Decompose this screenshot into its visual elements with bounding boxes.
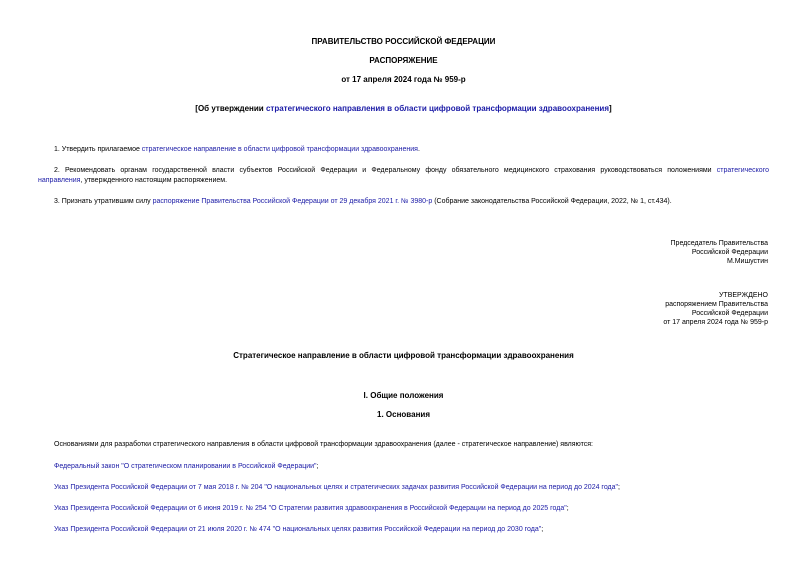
clause-2-line-2: [38, 176, 769, 185]
basis-item: [54, 525, 769, 534]
approval-by: распоряжением Правительства: [665, 301, 768, 309]
clause-2-end: , утвержденного настоящим распоряжением.: [80, 177, 228, 184]
basis-item: [54, 483, 769, 492]
title-close: ]: [609, 104, 612, 113]
clause-2-link-part2[interactable]: направления: [38, 177, 81, 184]
basis-end: ;: [541, 526, 544, 533]
basis-item: [54, 462, 769, 471]
signature-block: [500, 239, 768, 266]
signature-name: М.Мишустин: [726, 258, 768, 266]
signature-position: Председатель Правительства: [670, 240, 768, 247]
basis-end: ;: [566, 505, 569, 512]
basis-link[interactable]: Указ Президента Российской Федерации от 21 июля 2020 г. № 474 "О национальных целях развития Российской Федерации на период до 2030 года": [54, 526, 542, 533]
signature-country: Российской Федерации: [691, 249, 768, 257]
clause-3: [54, 197, 769, 206]
bases-intro: Основаниями для разработки стратегического направления в области цифровой трансформации здравоохранения (далее - стратегическое направление) являются:: [54, 441, 593, 448]
approval-date: от 17 апреля 2024 года № 959-р: [663, 319, 768, 327]
basis-item: [54, 504, 769, 513]
strategy-title: Стратегическое направление в области цифровой трансформации здравоохранения: [233, 351, 574, 360]
approval-block: [500, 291, 768, 327]
clause-3-end: (Собрание законодательства Российской Федерации, 2022, № 1, ст.434).: [432, 198, 672, 205]
clause-1-end: .: [417, 146, 420, 153]
basis-end: ;: [316, 463, 319, 470]
title-link[interactable]: стратегического направления в области цифровой трансформации здравоохранения: [265, 104, 610, 113]
basis-link[interactable]: Указ Президента Российской Федерации от 6 июня 2019 г. № 254 "О Стратегии развития здравоохранения в Российской Федерации на период до 2025 года": [54, 505, 567, 512]
clause-1-link[interactable]: стратегическое направление в области цифровой трансформации здравоохранения: [141, 146, 418, 153]
document-title: [0, 104, 807, 114]
clause-1: [54, 145, 769, 154]
approval-title: УТВЕРЖДЕНО: [718, 292, 768, 299]
clause-2-line-1: [54, 166, 769, 175]
clause-3-text: 3. Признать утратившим силу: [54, 198, 153, 205]
subsection-heading: 1. Основания: [377, 410, 430, 419]
approval-country: Российской Федерации: [691, 310, 768, 318]
basis-end: ;: [618, 484, 620, 491]
document-type: РАСПОРЯЖЕНИЕ: [369, 56, 438, 65]
clause-2-link-part1[interactable]: стратегического: [716, 167, 769, 174]
basis-link[interactable]: Указ Президента Российской Федерации от 7 мая 2018 г. № 204 "О национальных целях и стратегических задачах развития Российской Федерации на период до 2024 года": [54, 484, 619, 491]
government-heading: ПРАВИТЕЛЬСТВО РОССИЙСКОЙ ФЕДЕРАЦИИ: [311, 37, 496, 46]
title-open: [Об утверждении: [195, 104, 266, 113]
section-heading: I. Общие положения: [363, 391, 444, 400]
clause-3-link[interactable]: распоряжение Правительства Российской Федерации от 29 декабря 2021 г. № 3980-р: [152, 198, 433, 205]
clause-2-text: 2. Рекомендовать органам государственной власти субъектов Российской Федерации и Федеральному фонду обязательного медицинского страхования руководствоваться положениями: [54, 167, 717, 174]
clause-1-text: 1. Утвердить прилагаемое: [54, 146, 142, 153]
basis-link[interactable]: Федеральный закон "О стратегическом планировании в Российской Федерации": [54, 463, 317, 470]
document-date-number: от 17 апреля 2024 года № 959-р: [341, 75, 466, 84]
